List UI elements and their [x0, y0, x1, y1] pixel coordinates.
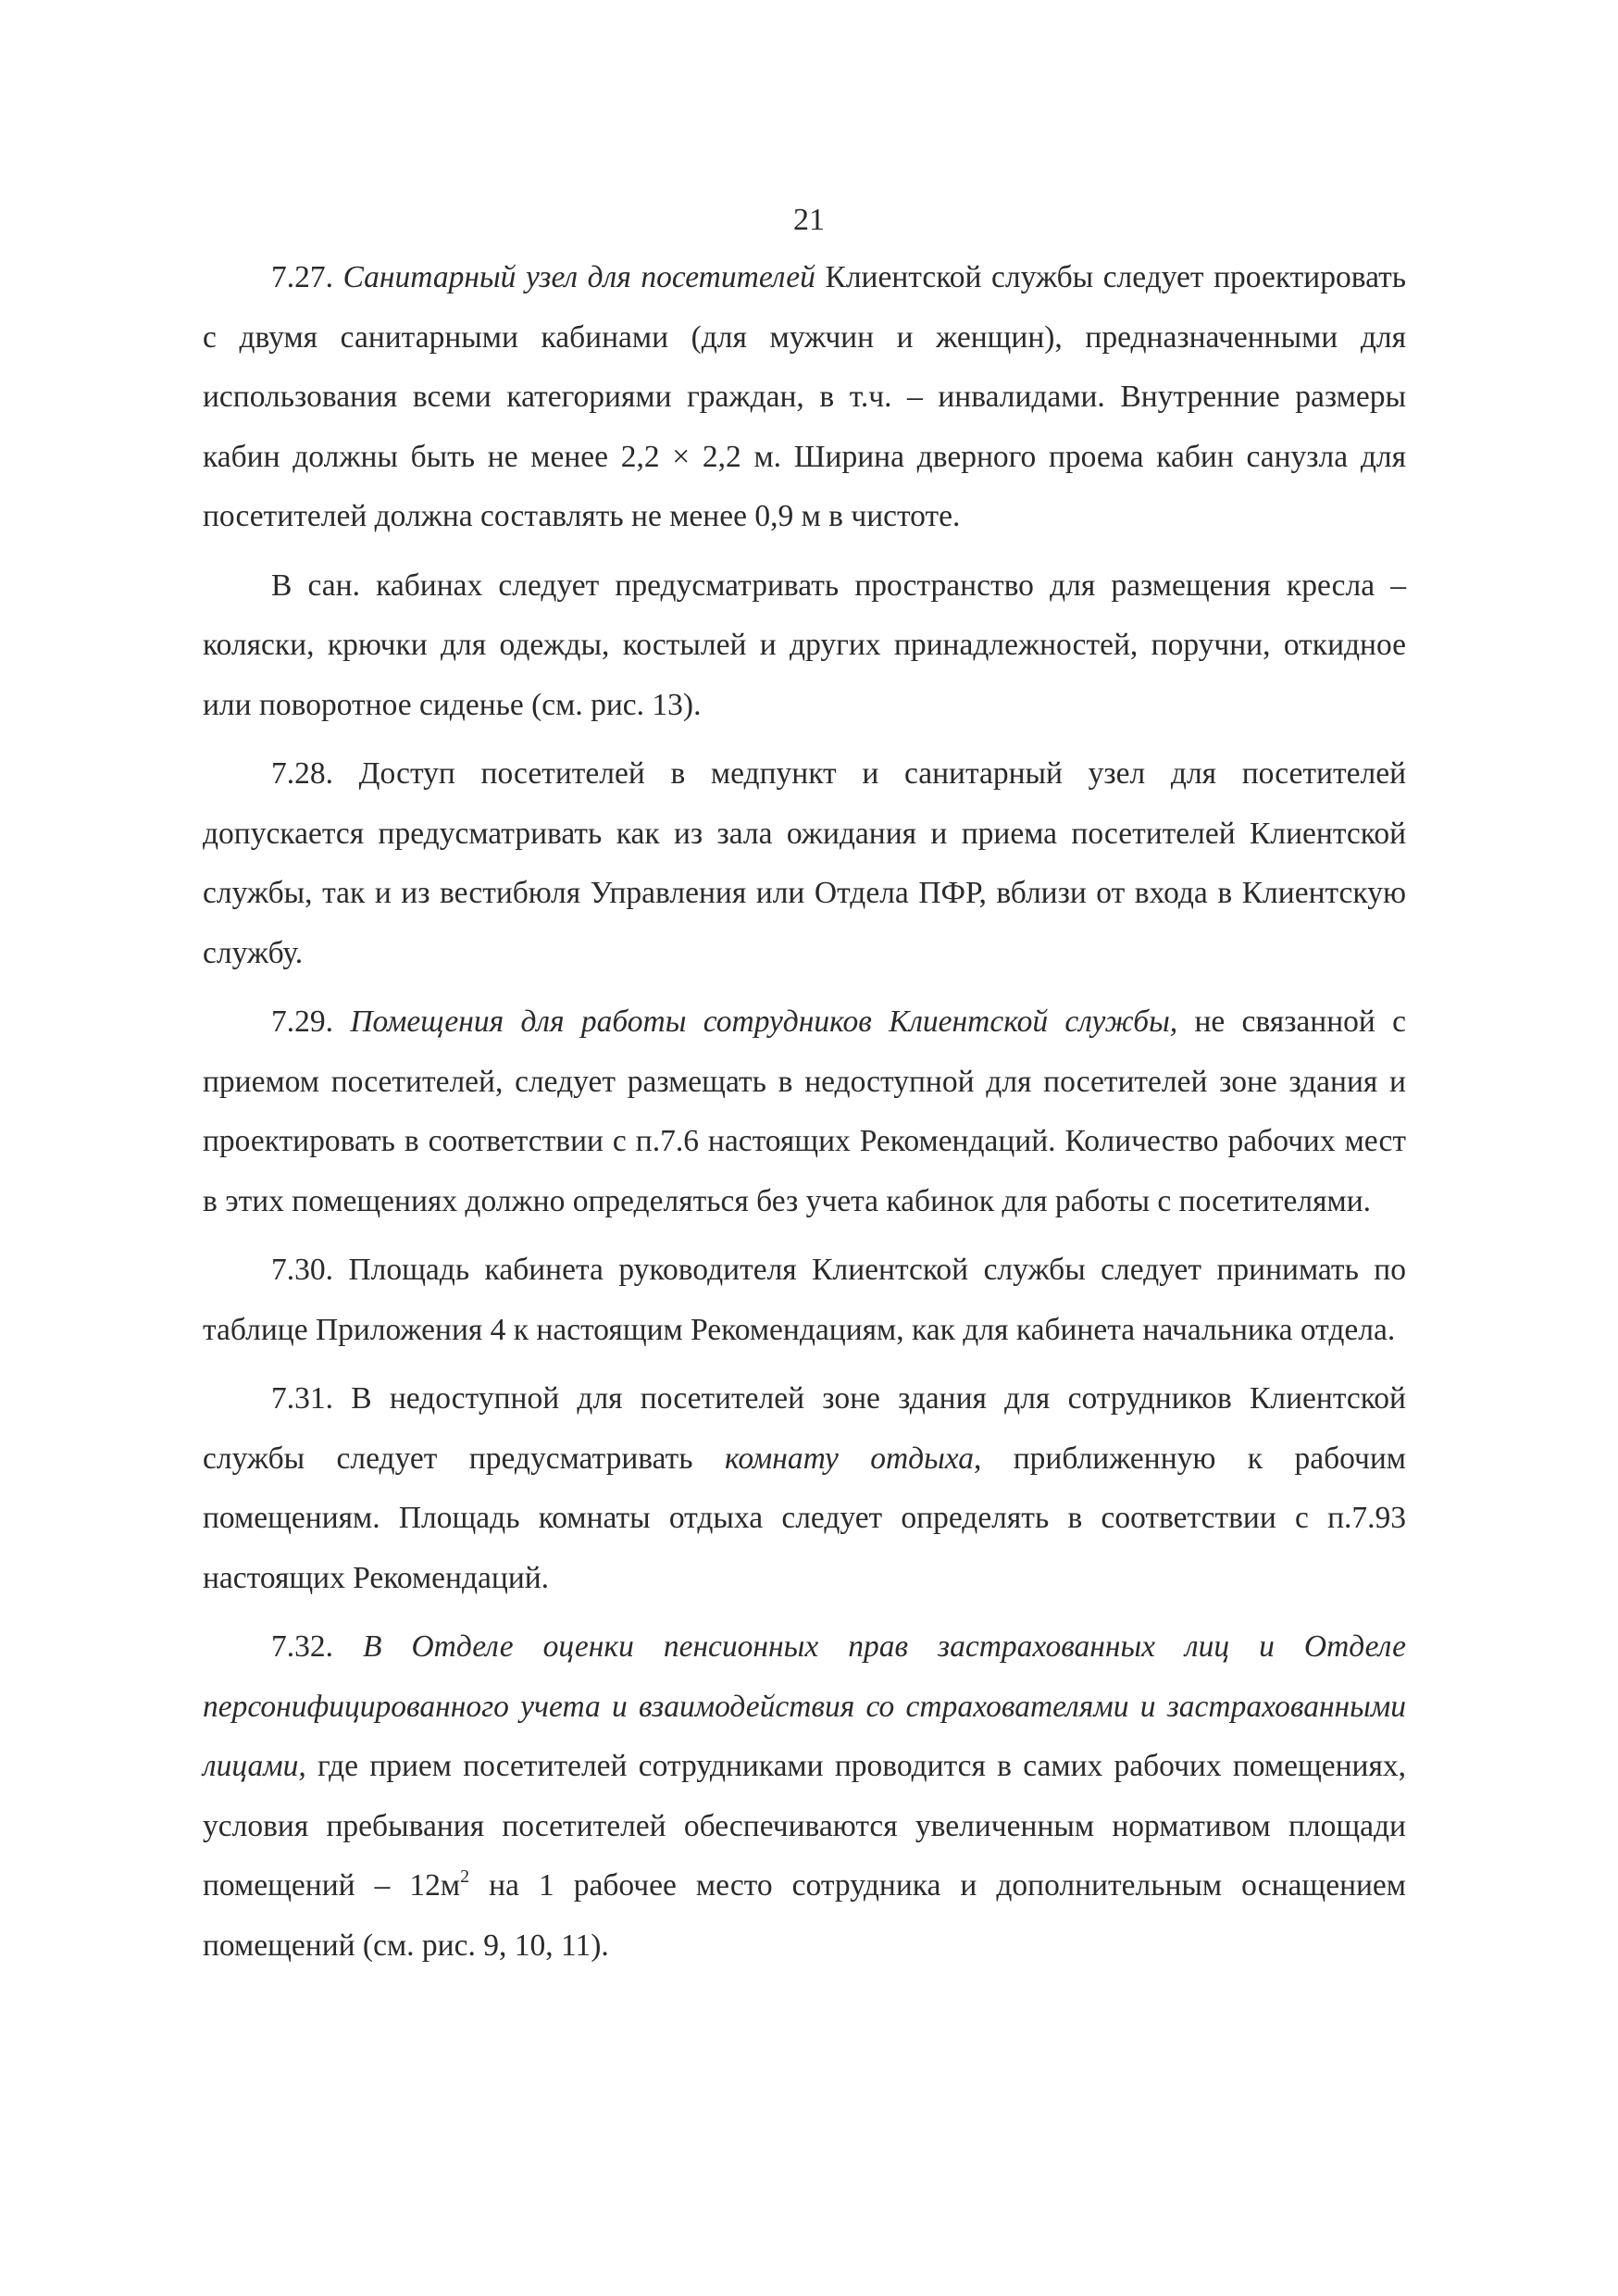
paragraph-text: , приближенную к рабочим помещениям. Площадь комнаты отдыха следует определять в соответствии с п.7.93 настоящих Рекомендаций.	[203, 1441, 1407, 1595]
italic-heading: Помещения для работы сотрудников Клиентской службы,	[350, 1004, 1178, 1039]
paragraph-text: не связанной с приемом посетителей, следует размещать в недоступной для посетителей зоне здания и проектировать в соответствии с п.7.6 настоящих Рекомендаций. Количество рабочих мест в этих помещениях должно определяться без учета кабинок для работы с посетителями.	[203, 1004, 1407, 1218]
paragraph-text: 7.30. Площадь кабинета руководителя Клиентской службы следует принимать по таблице Приложения 4 к настоящим Рекомендациям, как для кабинета начальника отдела.	[203, 1253, 1406, 1347]
paragraph-text: 7.31. В недоступной для посетителей зоне здания для сотрудников Клиентской службы следует предусматривать	[203, 1381, 1406, 1476]
paragraph-7-31	[203, 1369, 1406, 1608]
paragraph-number: 7.27.	[271, 260, 333, 294]
paragraph-7-30	[203, 1241, 1406, 1360]
paragraph-text: на 1 рабочее место сотрудника и дополнительным оснащением помещений (см. рис. 9, 10, 11).	[203, 1868, 1406, 1963]
paragraph-7-32	[203, 1617, 1406, 1976]
paragraph-number: 7.29.	[271, 1004, 333, 1039]
paragraph-text: 7.28. Доступ посетителей в медпункт и санитарный узел для посетителей допускается предусматривать как из зала ожидания и приема посетителей Клиентской службы, так и из вестибюля Управления или Отдела ПФР, вблизи от входа в Клиентскую службу.	[203, 756, 1406, 970]
superscript: 2	[460, 1866, 470, 1887]
paragraph-7-29	[203, 992, 1406, 1231]
paragraph-7-27	[203, 248, 1406, 547]
page-number: 21	[793, 203, 825, 237]
italic-term: комнату отдыха	[724, 1441, 974, 1476]
italic-heading: В Отделе оценки пенсионных прав застрахованных лиц и Отделе персонифицированного учета и взаимодействия со страхователями и застрахованными лицами,	[203, 1629, 1407, 1783]
paragraph-7-28	[203, 744, 1406, 983]
italic-heading: Санитарный узел для посетителей	[342, 260, 815, 294]
paragraph-7-27-continued	[203, 556, 1406, 736]
body-text	[203, 248, 1406, 1976]
paragraph-text: В сан. кабинах следует предусматривать пространство для размещения кресла – коляски, крючки для одежды, костылей и других принадлежностей, поручни, откидное или поворотное сиденье (см. рис. 13).	[203, 568, 1406, 722]
paragraph-text: Клиентской службы следует проектировать с двумя санитарными кабинами (для мужчин и женщин), предназначенными для использования всеми категориями граждан, в т.ч. – инвалидами. Внутренние размеры кабин должны быть не менее 2,2 × 2,2 м. Ширина дверного проема кабин санузла для посетителей должна составлять не менее 0,9 м в чистоте.	[203, 260, 1407, 533]
paragraph-text: где прием посетителей сотрудниками проводится в самих рабочих помещениях, условия пребывания посетителей обеспечиваются увеличенным нормативом площади помещений – 12м	[203, 1749, 1407, 1903]
paragraph-number: 7.32.	[271, 1629, 333, 1664]
